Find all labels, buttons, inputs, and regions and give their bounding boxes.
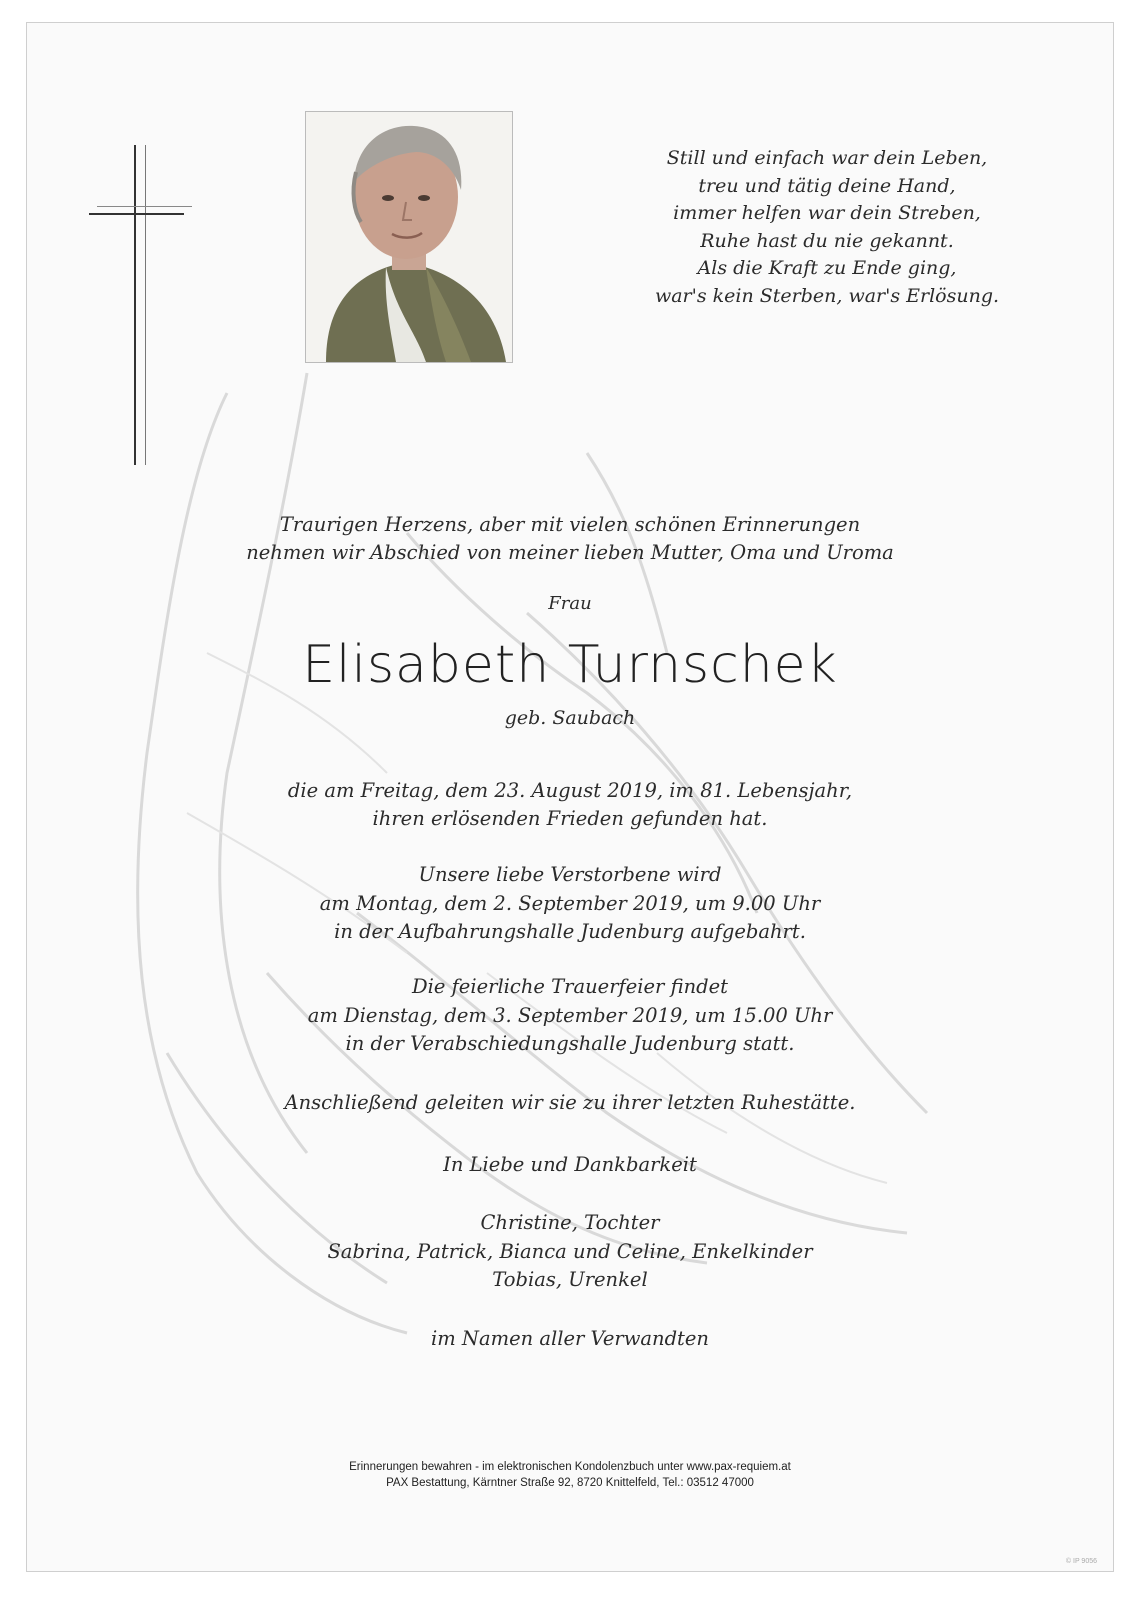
ceremony-line: Die feierliche Trauerfeier findet bbox=[411, 975, 728, 998]
viewing-line: am Montag, dem 2. September 2019, um 9.00 Uhr bbox=[319, 891, 821, 915]
portrait-photo bbox=[305, 111, 513, 363]
cross-horizontal-shadow bbox=[97, 206, 192, 207]
footer-condolence-line: Erinnerungen bewahren - im elektronischen Kondolenzbuch unter www.pax-requiem.at bbox=[349, 1461, 791, 1473]
death-notice-line: ihren erlösenden Frieden gefunden hat. bbox=[372, 807, 768, 830]
footer bbox=[27, 1459, 1113, 1491]
death-notice-line: die am Freitag, dem 23. August 2019, im 81. Lebensjahr, bbox=[287, 779, 853, 802]
copyright-stamp: © IP 9056 bbox=[1065, 1558, 1097, 1565]
viewing-info bbox=[27, 861, 1113, 947]
birth-name: geb. Saubach bbox=[504, 707, 636, 729]
deceased-name: Elisabeth Turnschek bbox=[302, 635, 838, 695]
closing-line: In Liebe und Dankbarkeit bbox=[443, 1153, 697, 1176]
ceremony-line: in der Verabschiedungshalle Judenburg statt. bbox=[345, 1032, 795, 1055]
poem-line: Still und einfach war dein Leben, bbox=[666, 147, 988, 169]
poem-line: treu und tätig deine Hand, bbox=[698, 174, 956, 197]
mourner-line: Sabrina, Patrick, Bianca und Celine, Enkelkinder bbox=[327, 1239, 813, 1263]
praying-hands-watermark bbox=[107, 353, 1007, 1353]
cross-horizontal-bar bbox=[89, 213, 184, 215]
cross-vertical-shadow bbox=[145, 145, 146, 465]
mourner-line: Tobias, Urenkel bbox=[492, 1268, 648, 1291]
mourners-list bbox=[27, 1209, 1113, 1295]
intro-text bbox=[27, 511, 1113, 567]
obituary-sheet bbox=[26, 22, 1114, 1572]
burial-info: Anschließend geleiten wir sie zu ihrer letzten Ruhestätte. bbox=[284, 1091, 856, 1114]
poem bbox=[567, 145, 1087, 310]
intro-line: Traurigen Herzens, aber mit vielen schönen Erinnerungen bbox=[279, 513, 861, 536]
viewing-line: Unsere liebe Verstorbene wird bbox=[418, 863, 722, 886]
poem-line: Als die Kraft zu Ende ging, bbox=[697, 257, 957, 279]
poem-line: war's kein Sterben, war's Erlösung. bbox=[654, 284, 1000, 307]
poem-line: immer helfen war dein Streben, bbox=[673, 202, 981, 224]
poem-line: Ruhe hast du nie gekannt. bbox=[700, 229, 954, 252]
relatives-line: im Namen aller Verwandten bbox=[430, 1327, 709, 1350]
mourner-line: Christine, Tochter bbox=[480, 1211, 660, 1234]
ceremony-line: am Dienstag, dem 3. September 2019, um 15.00 Uhr bbox=[307, 1003, 833, 1027]
intro-line: nehmen wir Abschied von meiner lieben Mutter, Oma und Uroma bbox=[246, 541, 894, 564]
viewing-line: in der Aufbahrungshalle Judenburg aufgebahrt. bbox=[334, 920, 806, 943]
footer-address-line: PAX Bestattung, Kärntner Straße 92, 8720 Knittelfeld, Tel.: 03512 47000 bbox=[386, 1477, 754, 1489]
cross-vertical-bar bbox=[134, 145, 136, 465]
death-notice bbox=[27, 777, 1113, 833]
salutation: Frau bbox=[548, 593, 592, 614]
ceremony-info bbox=[27, 973, 1113, 1059]
